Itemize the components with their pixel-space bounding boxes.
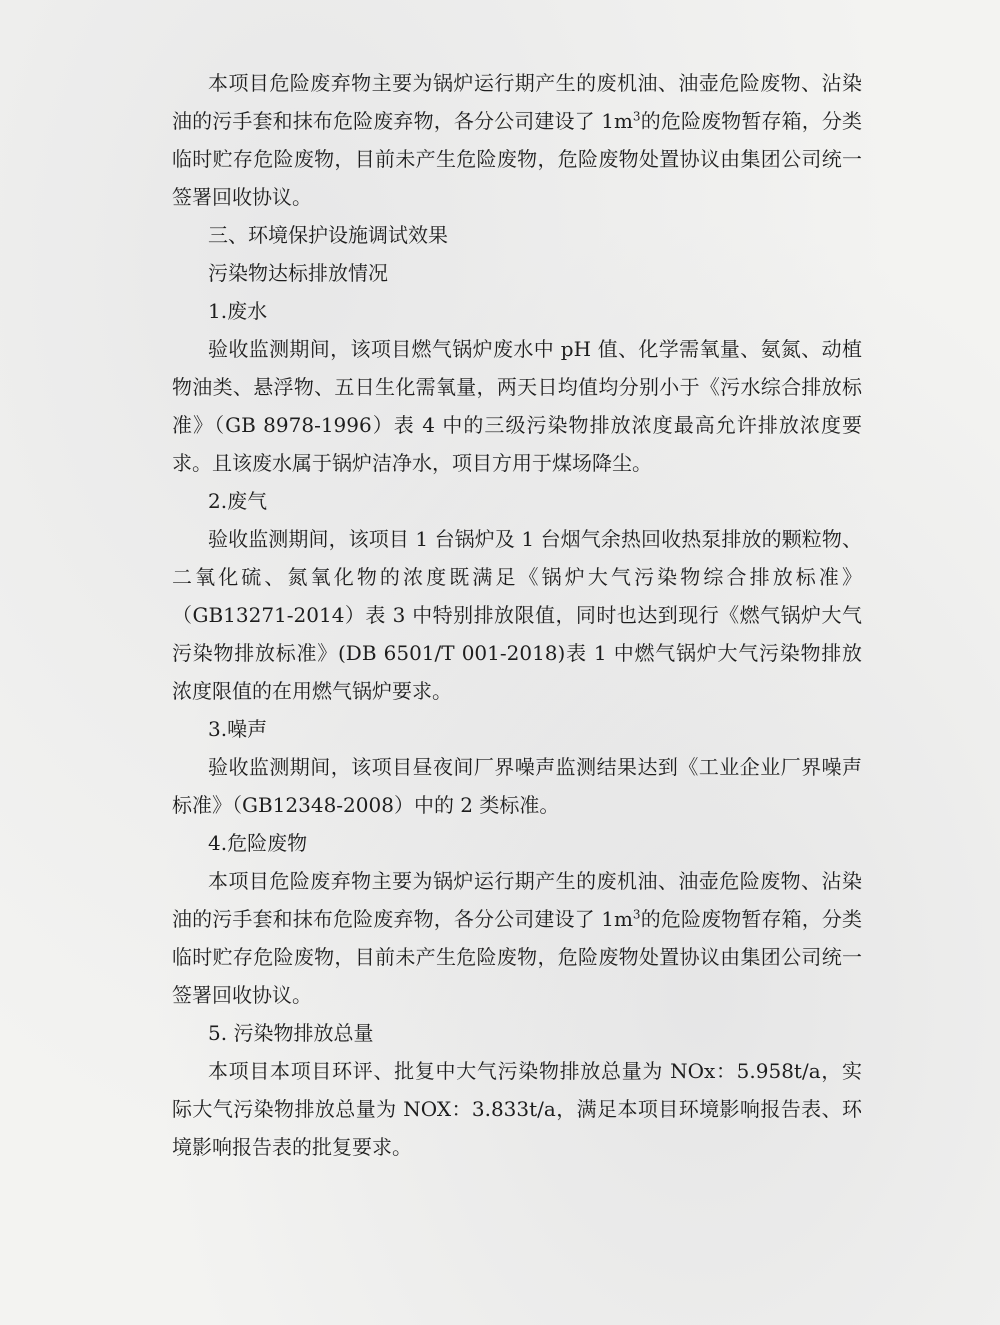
paragraph-wastewater: 验收监测期间，该项目燃气锅炉废水中 pH 值、化学需氧量、氨氮、动植物油类、悬浮物、五日生化需氧量，两天日均值均分别小于《污水综合排放标准》（GB 8978-1996）表 4 中的三级污染物排放浓度最高允许排放浓度要求。且该废水属于锅炉洁净水，项目方用于煤场降尘。	[172, 337, 862, 475]
heading-total-emissions: 5. 污染物排放总量	[208, 1021, 374, 1045]
subheading-pollutant-compliance: 污染物达标排放情况	[208, 261, 388, 285]
paragraph-exhaust-gas: 验收监测期间，该项目 1 台锅炉及 1 台烟气余热回收热泵排放的颗粒物、二氧化硫、氮氧化物的浓度既满足《锅炉大气污染物综合排放标准》（GB13271-2014）表 3 中特别排放限值，同时也达到现行《燃气锅炉大气污染物排放标准》(DB 6501/T 001-2018)表 1 中燃气锅炉大气污染物排放浓度限值的在用燃气锅炉要求。	[172, 527, 862, 703]
paragraph-hazardous-waste: 本项目危险废弃物主要为锅炉运行期产生的废机油、油壶危险废物、沾染油的污手套和抹布危险废弃物，各分公司建设了 $1m^3$的危险废物暂存箱，分类临时贮存危险废物，目前未产生危险废物，危险废物处置协议由集团公司统一签署回收协议。	[172, 869, 862, 1007]
paragraph-total-emissions: 本项目本项目环评、批复中大气污染物排放总量为 NOx：5.958t/a，实际大气污染物排放总量为 NOX：3.833t/a，满足本项目环境影响报告表、环境影响报告表的批复要求。	[172, 1059, 862, 1159]
section-heading-3: 三、环境保护设施调试效果	[208, 223, 448, 247]
paragraph-noise: 验收监测期间，该项目昼夜间厂界噪声监测结果达到《工业企业厂界噪声标准》（GB12348-2008）中的 2 类标准。	[172, 755, 862, 817]
paragraph-hazardous-waste-intro: 本项目危险废弃物主要为锅炉运行期产生的废机油、油壶危险废物、沾染油的污手套和抹布危险废弃物，各分公司建设了 $1m^3$的危险废物暂存箱，分类临时贮存危险废物，目前未产生危险废物，危险废物处置协议由集团公司统一签署回收协议。	[172, 71, 862, 209]
document-body	[172, 64, 862, 1166]
heading-hazardous-waste: 4.危险废物	[208, 831, 308, 855]
heading-noise: 3.噪声	[208, 717, 268, 741]
heading-exhaust-gas: 2.废气	[208, 489, 268, 513]
heading-wastewater: 1.废水	[208, 299, 268, 323]
